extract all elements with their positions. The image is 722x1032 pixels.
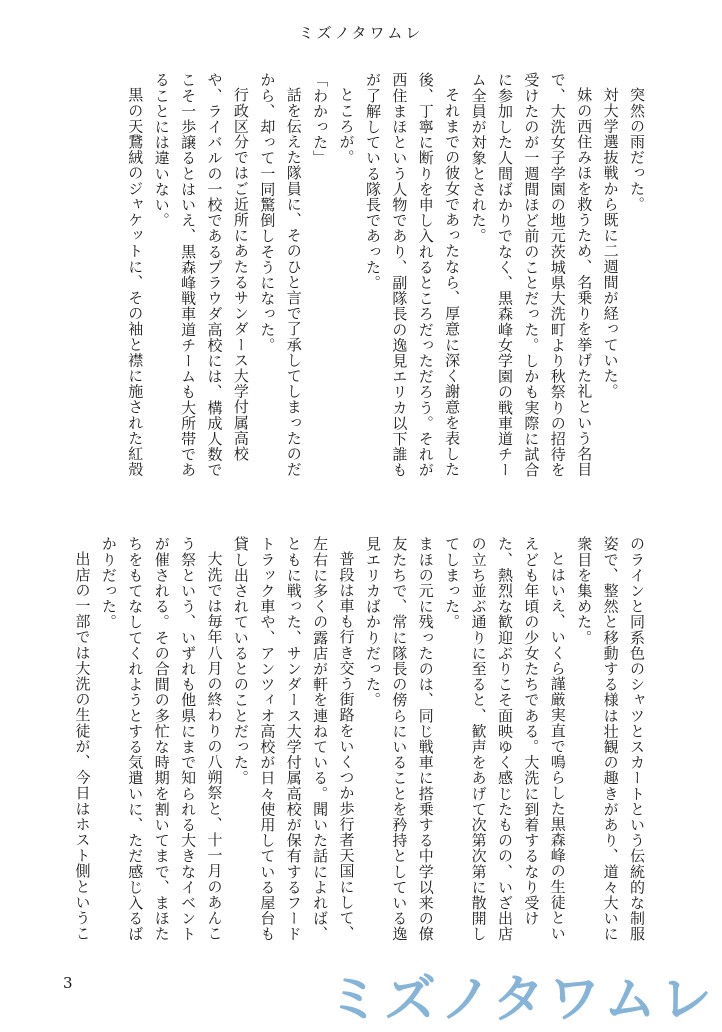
text-block-bottom — [73, 536, 650, 954]
paragraph: 出店の一部では大洗の生徒が、今日はホスト側というこ — [73, 551, 92, 941]
paragraph: 突然の雨だった。 — [628, 87, 646, 212]
paragraph: 話を伝えた隊員に、そのひと言で了承してしまったのだから、却って一同驚倒しそうになった。 — [258, 72, 303, 477]
paragraph: 対大学選抜戦から既に二週間が経っていた。 — [601, 87, 620, 399]
paragraph: 普段は車も行き交う街路をいくつか歩行者天国にして、左右に多くの露店が軒を連ねている。聞いた話によれば、ともに戦った、サンダース大学付属高校が保有するフードトラック車や、アンツィオ高校が日々使用している屋台も貸し出されているとのことだった。 — [231, 536, 356, 942]
paragraph: まほの元に残ったのは、同じ戦車に搭乗する中学以来の僚友たちで、常に隊長の傍らにいることを矜持としている逸見エリカばかりだった。 — [363, 536, 435, 942]
paragraph: とはいえ、いくら謹厳実直で鳴らした黒森峰の生徒といえども年頃の少女たちである。大洗に到着するなり受けた、熱烈な歓迎ぶりこそ面映ゆく感じたものの、いざ出店の立ち並ぶ通りに至ると、歓声をあげて次第次第に散開してしまった。 — [443, 536, 567, 942]
paragraph: のラインと同系色のシャツとスカートという伝統的な制服姿で、整然と移動する様は壮観の趣きがあり、道々大いに衆目を集めた。 — [575, 536, 646, 942]
text-block-top — [80, 72, 650, 490]
paragraph: 行政区分ではご近所にあたるサンダース大学付属高校や、ライバルの一校であるプラウダ高校には、構成人数でこそ一歩譲るとはいえ、黒森峰戦車道チームも大所帯であることには違いない。 — [152, 72, 250, 478]
dialogue-line: 「わかった」 — [311, 72, 330, 166]
paragraph: それまでの彼女であったなら、厚意に深く謝意を表した後、丁寧に断りを申し入れるところだっただろう。それが西住まほという人物であり、副隊長の逸見エリカ以下誰もが了解している隊長であった。 — [363, 72, 462, 478]
paragraph: 大洗では毎年八月の終わりの八朔祭と、十一月のあんこう祭という、いずれも他県にまで知られる大きなイベントが催される。その合間の多忙な時期を割いてまで、まほたちをもてなしてくれようとする気遣いに、ただ感じ入るばかりだった。 — [99, 536, 224, 942]
paragraph: 黒の天鵞絨のジャケットに、その袖と襟に施された紅殻 — [126, 87, 145, 477]
paragraph: 妹の西住みほを救うため、名乗りを挙げた礼という名目で、大洗女子学園の地元茨城県大洗町より秋祭りの招待を受けたのが一週間ほど前のことだった。しかも実際に試合に参加した人間ばかりでなく、黒森峰女学園の戦車道チーム全員が対象とされた。 — [469, 72, 594, 478]
paragraph: ところが。 — [337, 87, 356, 165]
watermark-logo: ミズノタワムレ — [328, 970, 716, 1030]
page-number: 3 — [63, 974, 73, 992]
running-header-title: ミズノタワムレ — [298, 24, 424, 42]
